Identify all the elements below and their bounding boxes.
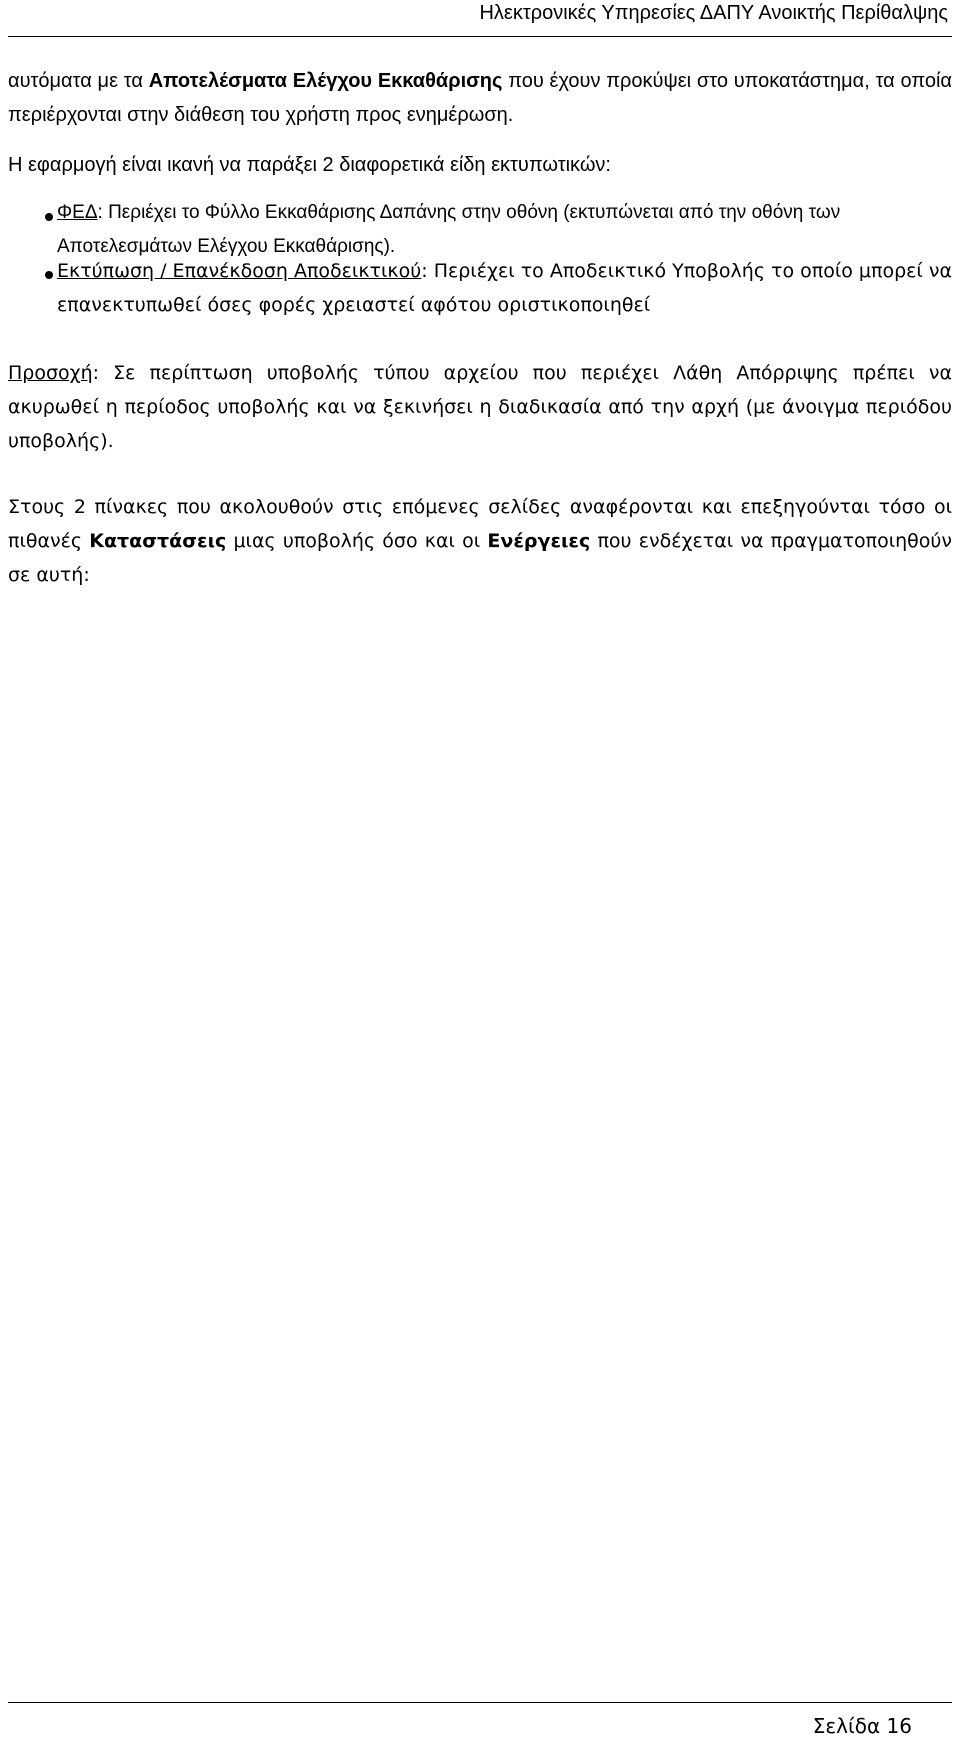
footer-divider [8,1702,952,1703]
tables-intro-middle: μιας υποβολής όσο και οι [226,530,488,552]
actions-term: Ενέργειες [487,530,591,552]
header-divider [8,36,952,37]
fed-term: ΦΕΔ [57,202,98,223]
page-header-title: Ηλεκτρονικές Υπηρεσίες ΔΑΠΥ Ανοικτής Περίθαλψης [479,2,948,24]
warning-label: Προσοχή [8,362,93,384]
printouts-intro: Η εφαρμογή είναι ικανή να παράξει 2 διαφορετικά είδη εκτυπωτικών: [8,154,611,176]
bullet-icon [45,213,53,221]
tables-intro-end: που ενδέχεται να πραγματοποιηθούν σε αυτή: [8,530,953,586]
tables-intro-paragraph [8,490,952,592]
intro-text-end: που έχουν προκύψει στο υποκατάστημα, τα οποία περιέρχονται στην διάθεση του χρήστη προς ενημέρωση. [8,70,952,126]
receipt-term: Εκτύπωση / Επανέκδοση Αποδεικτικού [57,260,422,282]
intro-paragraph [8,64,952,132]
page-number: Σελίδα 16 [812,1714,912,1738]
fed-description: : Περιέχει το Φύλλο Εκκαθάρισης Δαπάνης στην οθόνη (εκτυπώνεται από την οθόνη των Αποτελεσμάτων Ελέγχου Εκκαθάρισης). [57,202,841,257]
bullet-icon [45,271,53,279]
warning-paragraph [8,356,952,458]
receipt-description: : Περιέχει το Αποδεικτικό Υποβολής το οποίο μπορεί να επανεκτυπωθεί όσες φορές χρειαστεί αφότου οριστικοποιηθεί [57,260,953,316]
warning-text: : Σε περίπτωση υποβολής τύπου αρχείου που περιέχει Λάθη Απόρριψης πρέπει να ακυρωθεί η περίοδος υποβολής και να ξεκινήσει η διαδικασία από την αρχή (με άνοιγμα περιόδου υποβολής). [8,362,952,452]
tables-intro-start: Στους 2 πίνακες που ακολουθούν στις επόμενες σελίδες αναφέρονται και επεξηγούνται τόσο οι πιθανές [8,496,952,552]
intro-text-start: αυτόματα με τα [8,70,149,92]
results-term: Αποτελέσματα Ελέγχου Εκκαθάρισης [148,70,503,92]
bullet-receipt-text [57,254,952,322]
states-term: Καταστάσεις [89,530,227,552]
bullet-item-receipt [48,254,952,322]
